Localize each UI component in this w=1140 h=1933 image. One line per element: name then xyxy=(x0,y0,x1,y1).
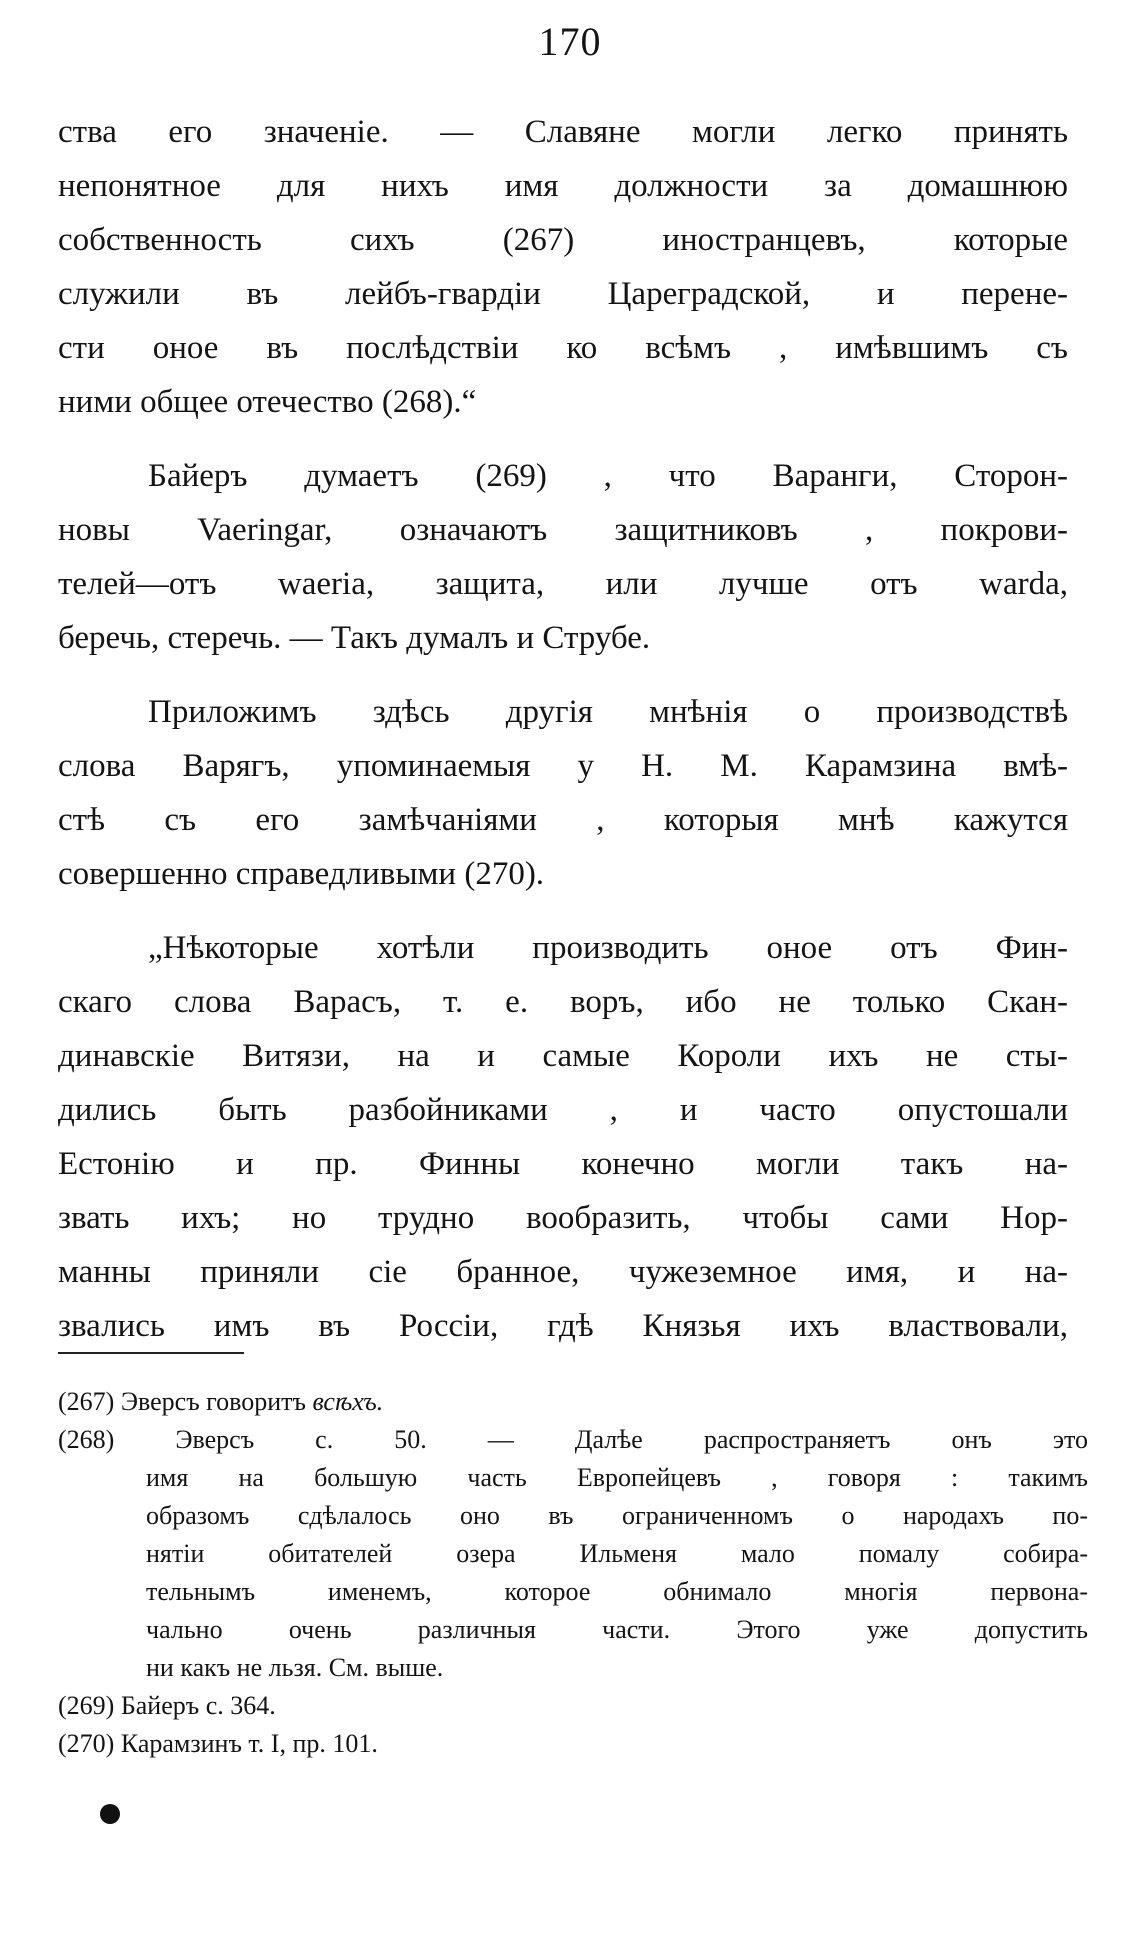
footnote-text: Байеръ с. 364. xyxy=(120,1691,276,1720)
text-line: телей—отъ waeria, защита, или лучше отъ warda, xyxy=(58,566,1068,602)
text-line: слова Варягъ, упоминаемыя у Н. М. Карамзина вмѣ- xyxy=(58,748,1068,784)
text-line: непонятное для нихъ имя должности за домашнюю xyxy=(58,168,1068,204)
paragraph-gap xyxy=(58,429,1068,449)
text-line: дились быть разбойниками , и часто опустошали xyxy=(58,1092,1068,1128)
text-line: совершенно справедливыми (270). xyxy=(58,856,545,892)
footnote-line: нятіи обитателей озера Ильменя мало помалу собира- xyxy=(146,1539,1088,1568)
footnote-number: (268) xyxy=(58,1425,115,1454)
text-line: звались имъ въ Россіи, гдѣ Князья ихъ властвовали, xyxy=(58,1308,1068,1344)
footnote-text: Карамзинъ т. I, пр. 101. xyxy=(120,1729,378,1758)
footnote-number: (267) xyxy=(58,1387,115,1416)
footnote-269 xyxy=(58,1687,1088,1725)
text-line: звать ихъ; но трудно вообразить, чтобы сами Нор- xyxy=(58,1200,1068,1236)
text-line: ства его значеніе. — Славяне могли легко принять xyxy=(58,114,1068,150)
footnote-italic-text: всѣхъ. xyxy=(312,1387,384,1416)
paragraph-2 xyxy=(58,449,1068,665)
text-line: беречь, стеречь. — Такъ думалъ и Струбе. xyxy=(58,620,651,656)
text-line: Естонію и пр. Финны конечно могли такъ на- xyxy=(58,1146,1068,1182)
paragraph-3 xyxy=(58,685,1068,901)
paragraph-gap xyxy=(58,901,1068,921)
footnote-line: имя на большую часть Европейцевъ , говоря : такимъ xyxy=(146,1463,1088,1492)
footnote-line: чально очень различныя части. Этого уже допустить xyxy=(146,1615,1088,1644)
footnote-267 xyxy=(58,1383,1088,1421)
text-line: служили въ лейбъ-гвардіи Цареградской, и перене- xyxy=(58,276,1068,312)
footnote-270 xyxy=(58,1725,1088,1763)
ink-blot xyxy=(100,1804,120,1824)
paragraph-4 xyxy=(58,921,1068,1353)
footnotes xyxy=(58,1383,1088,1763)
page-number: 170 xyxy=(538,19,602,64)
main-text xyxy=(58,105,1068,1353)
footnote-line: ни какъ не льзя. См. выше. xyxy=(146,1653,444,1682)
text-line: динавскіе Витязи, на и самые Короли ихъ не сты- xyxy=(58,1038,1068,1074)
text-line: сти оное въ послѣдствіи ко всѣмъ , имѣвшимъ съ xyxy=(58,330,1068,366)
text-line: собственность сихъ (267) иностранцевъ, которые xyxy=(58,222,1068,258)
text-line: Байеръ думаетъ (269) , что Варанги, Сторон- xyxy=(148,458,1068,494)
text-line: новы Vaeringar, означаютъ защитниковъ , покрови- xyxy=(58,512,1068,548)
text-line: „Нѣкоторые хотѣли производить оное отъ Фин- xyxy=(148,930,1068,966)
text-line: скаго слова Варасъ, т. е. воръ, ибо не только Скан- xyxy=(58,984,1068,1020)
text-line: стѣ съ его замѣчаніями , которыя мнѣ кажутся xyxy=(58,802,1068,838)
footnote-number: (269) xyxy=(58,1691,115,1720)
text-line: Приложимъ здѣсь другія мнѣнія о производствѣ xyxy=(148,694,1068,730)
footnote-268 xyxy=(58,1421,1088,1459)
paragraph-1 xyxy=(58,105,1068,429)
footnote-text: Эверсъ с. 50. — Далѣе распространяетъ онъ это xyxy=(175,1425,1089,1454)
footnote-text: Эверсъ говоритъ xyxy=(120,1387,306,1416)
footnote-number: (270) xyxy=(58,1729,115,1758)
paragraph-gap xyxy=(58,665,1068,685)
footnote-line: образомъ сдѣлалось оно въ ограниченномъ о народахъ по- xyxy=(146,1501,1088,1530)
footnote-line: тельнымъ именемъ, которое обнимало многія первона- xyxy=(146,1577,1088,1606)
text-line: манны приняли сіе бранное, чужеземное имя, и на- xyxy=(58,1254,1068,1290)
footnote-separator xyxy=(58,1352,244,1354)
text-line: ними общее отечество (268).“ xyxy=(58,384,477,420)
